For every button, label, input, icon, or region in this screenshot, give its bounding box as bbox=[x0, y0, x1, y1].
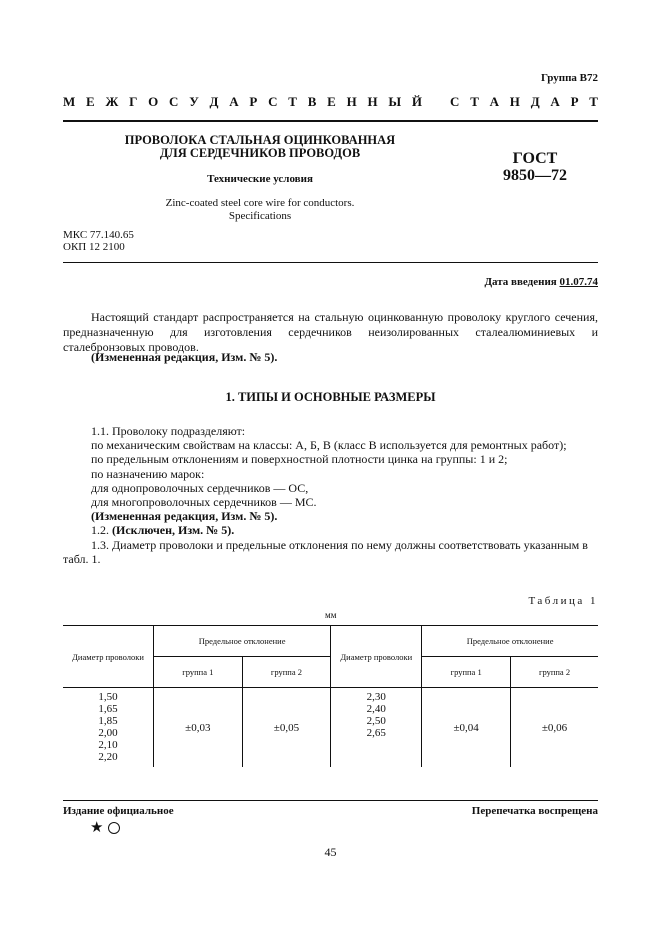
clause-line: для многопроволочных сердечников — МС. bbox=[91, 495, 317, 510]
title-line-1: ПРОВОЛОКА СТАЛЬНАЯ ОЦИНКОВАННАЯ bbox=[124, 133, 396, 147]
clause-1-2 bbox=[63, 523, 598, 537]
header-letter: Н bbox=[367, 94, 378, 109]
header-letter: А bbox=[550, 94, 560, 109]
footer-rule bbox=[63, 800, 598, 801]
section-heading: 1. ТИПЫ И ОСНОВНЫЕ РАЗМЕРЫ bbox=[225, 390, 436, 404]
deviation-g2-right: ±0,06 bbox=[511, 688, 598, 768]
header-letter: Р bbox=[570, 94, 579, 109]
header-diameter-left: Диаметр проволоки bbox=[63, 626, 154, 688]
gost-label: ГОСТ bbox=[512, 150, 558, 167]
header-letter: Е bbox=[86, 94, 95, 109]
header-letter: Ы bbox=[388, 94, 402, 109]
official-edition: Издание официальное bbox=[63, 805, 174, 817]
header-deviation-right: Предельное отклонение bbox=[422, 626, 598, 657]
diameters-left: 1,50 1,65 1,85 2,00 2,10 2,20 bbox=[63, 688, 154, 768]
clause-1-3: 1.3. Диаметр проволоки и предельные отклонения по нему должны соответствовать указанным в табл. 1. bbox=[63, 537, 588, 566]
date-value: 01.07.74 bbox=[559, 276, 598, 288]
header-letter: Й bbox=[411, 94, 423, 109]
header-letter: Т bbox=[288, 94, 297, 109]
header-letter: Д bbox=[530, 94, 540, 109]
header-letter: Р bbox=[249, 94, 258, 109]
english-title-line-1: Zinc-coated steel core wire for conductors. bbox=[165, 197, 355, 209]
header-group1-right: группа 1 bbox=[422, 657, 511, 688]
header-letter: Ж bbox=[105, 94, 119, 109]
mks-code: МКС 77.140.65 bbox=[63, 229, 134, 241]
clause-line: по предельным отклонениям и поверхностной плотности цинка на группы: 1 и 2; bbox=[91, 452, 508, 467]
header-letter: С bbox=[268, 94, 278, 109]
header-letter: В bbox=[307, 94, 317, 109]
standard-header bbox=[63, 94, 598, 110]
intro-amendment: (Измененная редакция, Изм. № 5). bbox=[91, 350, 278, 364]
clause-line: для однопроволочных сердечников — ОС, bbox=[91, 480, 309, 495]
header-letter: О bbox=[148, 94, 159, 109]
clause-line: 1.1. Проволоку подразделяют: bbox=[91, 424, 246, 438]
header-group1-left: группа 1 bbox=[154, 657, 243, 688]
circle-icon bbox=[108, 822, 120, 834]
clause-line: по назначению марок: bbox=[91, 466, 205, 481]
header-letter: Д bbox=[209, 94, 219, 109]
diameters-right: 2,30 2,40 2,50 2,65 bbox=[331, 688, 422, 768]
header-letter: Г bbox=[129, 94, 138, 109]
header-diameter-right: Диаметр проволоки bbox=[331, 626, 422, 688]
english-title bbox=[100, 197, 420, 223]
star-icon: ★ bbox=[90, 820, 104, 836]
gost-number bbox=[490, 150, 580, 184]
document-subtitle: Технические условия bbox=[207, 173, 313, 185]
header-letter: С bbox=[169, 94, 179, 109]
classification-codes bbox=[63, 230, 134, 253]
header-letter: Т bbox=[470, 94, 479, 109]
header-deviation-left: Предельное отклонение bbox=[154, 626, 331, 657]
header-letter: Е bbox=[327, 94, 336, 109]
english-title-line-2: Specifications bbox=[228, 210, 292, 222]
header-group2-right: группа 2 bbox=[511, 657, 598, 688]
header-letter: С bbox=[450, 94, 460, 109]
clause-1-2-number: 1.2. bbox=[91, 523, 109, 538]
header-letter: А bbox=[229, 94, 239, 109]
header-letter: Н bbox=[346, 94, 357, 109]
diameter-table bbox=[63, 625, 598, 767]
header-letter: М bbox=[63, 94, 76, 109]
header-letter: Т bbox=[589, 94, 598, 109]
page-number: 45 bbox=[324, 845, 337, 859]
clause-amendment: (Измененная редакция, Изм. № 5). bbox=[91, 509, 278, 524]
reprint-prohibited: Перепечатка воспрещена bbox=[471, 805, 598, 817]
intro-paragraph: Настоящий стандарт распространяется на стальную оцинкованную проволоку круглого сечения, предназначенную для изготовления сердечников неизолированных сталеалюминиевых и сталебронзовых проводов. bbox=[63, 310, 598, 354]
divider bbox=[63, 262, 598, 263]
deviation-g1-left: ±0,03 bbox=[154, 688, 243, 768]
header-group2-left: группа 2 bbox=[242, 657, 331, 688]
date-label: Дата введения bbox=[484, 276, 557, 288]
header-rule bbox=[63, 120, 598, 122]
deviation-g1-right: ±0,04 bbox=[422, 688, 511, 768]
group-label: Группа В72 bbox=[540, 72, 598, 84]
gost-code: 9850—72 bbox=[503, 167, 567, 184]
clause-line: по механическим свойствам на классы: А, Б, В (класс В используется для ремонтных работ); bbox=[91, 438, 567, 453]
clause-1-2-text: (Исключен, Изм. № 5). bbox=[112, 523, 235, 538]
okp-code: ОКП 12 2100 bbox=[63, 240, 125, 253]
table-unit: мм bbox=[325, 610, 337, 620]
deviation-g2-left: ±0,05 bbox=[242, 688, 331, 768]
effective-date bbox=[484, 276, 598, 288]
edition-marks bbox=[90, 818, 120, 837]
header-letter: Н bbox=[509, 94, 520, 109]
table-caption: Таблица 1 bbox=[528, 595, 598, 607]
header-letter: У bbox=[189, 94, 199, 109]
title-line-2: ДЛЯ СЕРДЕЧНИКОВ ПРОВОДОВ bbox=[159, 146, 361, 160]
header-letter bbox=[433, 94, 440, 110]
header-letter: А bbox=[489, 94, 500, 109]
document-title bbox=[100, 134, 420, 160]
clause-block bbox=[63, 424, 598, 566]
